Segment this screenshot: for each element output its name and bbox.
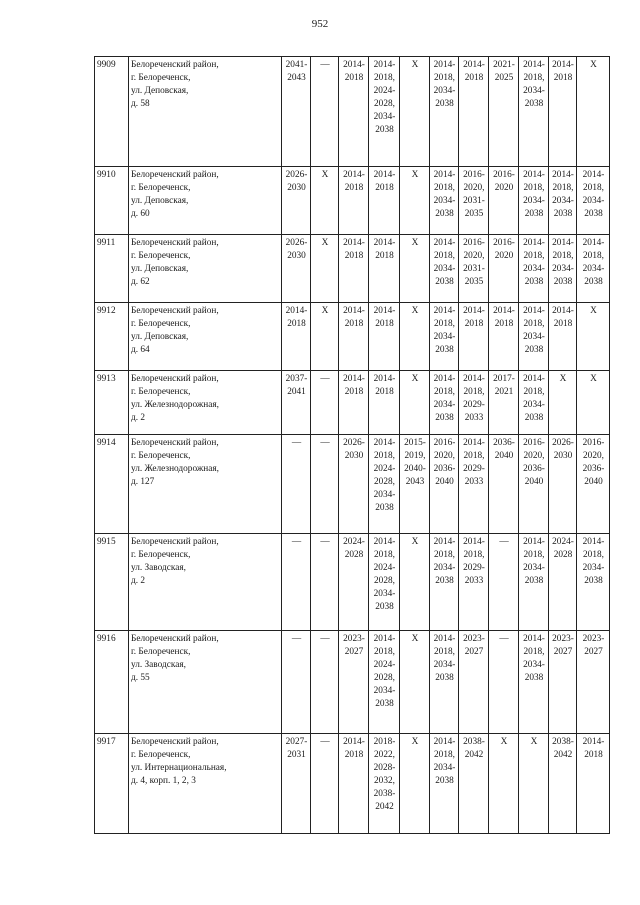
table-row <box>95 57 610 167</box>
schedule-cell: — <box>311 435 339 534</box>
schedule-cell: 2014- 2018, 2034- 2038 <box>519 371 549 435</box>
schedule-cell: 2014- 2018 <box>577 734 610 834</box>
schedule-cell: 2014- 2018, 2034- 2038 <box>519 57 549 167</box>
schedule-cell: 2036- 2040 <box>489 435 519 534</box>
schedule-cell: X <box>577 303 610 371</box>
row-number-cell: 9910 <box>95 167 129 235</box>
schedule-cell: 2014- 2018 <box>339 235 369 303</box>
address-cell: Белореченский район, г. Белореченск, ул. Заводская, д. 2 <box>129 534 282 631</box>
schedule-cell: X <box>400 235 430 303</box>
schedule-cell: 2014- 2018 <box>369 371 400 435</box>
schedule-cell: 2023- 2027 <box>459 631 489 734</box>
schedule-cell: 2014- 2018, 2034- 2038 <box>430 235 459 303</box>
schedule-cell: — <box>282 631 311 734</box>
schedule-cell: 2014- 2018 <box>282 303 311 371</box>
schedule-cell: — <box>311 534 339 631</box>
schedule-cell: 2014- 2018, 2034- 2038 <box>577 167 610 235</box>
page-number: 952 <box>311 18 329 30</box>
schedule-cell: 2014- 2018 <box>459 57 489 167</box>
schedule-cell: — <box>489 631 519 734</box>
schedule-cell: 2014- 2018, 2034- 2038 <box>577 235 610 303</box>
schedule-cell: 2014- 2018, 2034- 2038 <box>549 167 577 235</box>
schedule-cell: X <box>577 57 610 167</box>
row-number-cell: 9916 <box>95 631 129 734</box>
schedule-cell: 2014- 2018 <box>339 167 369 235</box>
schedule-cell: 2014- 2018, 2034- 2038 <box>430 371 459 435</box>
table-row <box>95 371 610 435</box>
schedule-cell: 2016- 2020, 2031- 2035 <box>459 167 489 235</box>
table-row <box>95 303 610 371</box>
address-cell: Белореченский район, г. Белореченск, ул. Интернациональная, д. 4, корп. 1, 2, 3 <box>129 734 282 834</box>
schedule-cell: 2014- 2018 <box>339 734 369 834</box>
schedule-cell: 2014- 2018, 2034- 2038 <box>549 235 577 303</box>
schedule-cell: — <box>489 534 519 631</box>
schedule-cell: 2014- 2018, 2034- 2038 <box>430 734 459 834</box>
schedule-cell: 2014- 2018, 2034- 2038 <box>577 534 610 631</box>
schedule-cell: 2024- 2028 <box>549 534 577 631</box>
schedule-cell: 2014- 2018 <box>339 303 369 371</box>
table-row <box>95 631 610 734</box>
schedule-cell: 2014- 2018, 2034- 2038 <box>430 631 459 734</box>
schedule-cell: 2041- 2043 <box>282 57 311 167</box>
schedule-cell: 2026- 2030 <box>282 167 311 235</box>
schedule-cell: 2014- 2018, 2034- 2038 <box>519 534 549 631</box>
schedule-cell: X <box>400 371 430 435</box>
schedule-cell: 2014- 2018, 2034- 2038 <box>430 534 459 631</box>
housing-repair-schedule-table <box>94 56 610 834</box>
schedule-cell: X <box>311 303 339 371</box>
row-number-cell: 9917 <box>95 734 129 834</box>
address-cell: Белореченский район, г. Белореченск, ул. Деповская, д. 64 <box>129 303 282 371</box>
schedule-cell: 2014- 2018, 2024- 2028, 2034- 2038 <box>369 534 400 631</box>
row-number-cell: 9911 <box>95 235 129 303</box>
schedule-cell: X <box>400 303 430 371</box>
schedule-cell: 2018- 2022, 2028- 2032, 2038- 2042 <box>369 734 400 834</box>
schedule-cell: 2014- 2018 <box>369 235 400 303</box>
address-cell: Белореченский район, г. Белореченск, ул. Железнодорожная, д. 127 <box>129 435 282 534</box>
schedule-cell: 2024- 2028 <box>339 534 369 631</box>
address-cell: Белореченский район, г. Белореченск, ул. Железнодорожная, д. 2 <box>129 371 282 435</box>
table-row <box>95 534 610 631</box>
schedule-cell: X <box>400 167 430 235</box>
schedule-cell: 2016- 2020, 2036- 2040 <box>519 435 549 534</box>
schedule-cell: 2014- 2018 <box>339 57 369 167</box>
schedule-cell: X <box>489 734 519 834</box>
schedule-cell: 2014- 2018, 2029- 2033 <box>459 435 489 534</box>
schedule-cell: X <box>400 534 430 631</box>
schedule-cell: 2014- 2018 <box>549 303 577 371</box>
schedule-cell: 2038- 2042 <box>549 734 577 834</box>
schedule-cell: — <box>311 734 339 834</box>
schedule-cell: 2037- 2041 <box>282 371 311 435</box>
schedule-cell: 2016- 2020 <box>489 167 519 235</box>
schedule-cell: 2027- 2031 <box>282 734 311 834</box>
schedule-cell: 2014- 2018, 2024- 2028, 2034- 2038 <box>369 57 400 167</box>
table-row <box>95 734 610 834</box>
table-row <box>95 167 610 235</box>
schedule-cell: X <box>311 167 339 235</box>
schedule-cell: X <box>577 371 610 435</box>
schedule-cell: X <box>400 631 430 734</box>
schedule-cell: 2014- 2018 <box>489 303 519 371</box>
address-cell: Белореченский район, г. Белореченск, ул. Заводская, д. 55 <box>129 631 282 734</box>
schedule-cell: 2014- 2018, 2029- 2033 <box>459 371 489 435</box>
schedule-cell: 2014- 2018, 2034- 2038 <box>519 631 549 734</box>
address-cell: Белореченский район, г. Белореченск, ул. Деповская, д. 60 <box>129 167 282 235</box>
schedule-cell: — <box>282 435 311 534</box>
schedule-cell: 2014- 2018, 2034- 2038 <box>519 303 549 371</box>
schedule-cell: 2014- 2018, 2034- 2038 <box>430 57 459 167</box>
schedule-cell: — <box>311 631 339 734</box>
row-number-cell: 9912 <box>95 303 129 371</box>
schedule-cell: 2038- 2042 <box>459 734 489 834</box>
schedule-cell: 2014- 2018, 2024- 2028, 2034- 2038 <box>369 435 400 534</box>
schedule-cell: — <box>311 371 339 435</box>
schedule-cell: 2014- 2018 <box>369 303 400 371</box>
schedule-cell: 2016- 2020, 2036- 2040 <box>430 435 459 534</box>
schedule-cell: 2016- 2020, 2031- 2035 <box>459 235 489 303</box>
table-row <box>95 435 610 534</box>
row-number-cell: 9913 <box>95 371 129 435</box>
schedule-cell: 2016- 2020 <box>489 235 519 303</box>
schedule-cell: 2017- 2021 <box>489 371 519 435</box>
address-cell: Белореченский район, г. Белореченск, ул. Деповская, д. 62 <box>129 235 282 303</box>
row-number-cell: 9915 <box>95 534 129 631</box>
schedule-cell: 2014- 2018, 2029- 2033 <box>459 534 489 631</box>
schedule-cell: X <box>400 57 430 167</box>
row-number-cell: 9909 <box>95 57 129 167</box>
schedule-cell: 2023- 2027 <box>339 631 369 734</box>
schedule-cell: 2014- 2018, 2034- 2038 <box>430 303 459 371</box>
schedule-cell: 2021- 2025 <box>489 57 519 167</box>
schedule-cell: 2016- 2020, 2036- 2040 <box>577 435 610 534</box>
schedule-cell: 2023- 2027 <box>577 631 610 734</box>
schedule-cell: 2014- 2018, 2034- 2038 <box>430 167 459 235</box>
schedule-cell: 2023- 2027 <box>549 631 577 734</box>
schedule-cell: 2026- 2030 <box>282 235 311 303</box>
schedule-cell: — <box>311 57 339 167</box>
schedule-cell: 2014- 2018, 2034- 2038 <box>519 167 549 235</box>
schedule-cell: — <box>282 534 311 631</box>
schedule-cell: 2026- 2030 <box>339 435 369 534</box>
table-body <box>95 57 610 834</box>
row-number-cell: 9914 <box>95 435 129 534</box>
schedule-cell: 2026- 2030 <box>549 435 577 534</box>
schedule-cell: 2014- 2018, 2024- 2028, 2034- 2038 <box>369 631 400 734</box>
schedule-cell: 2014- 2018, 2034- 2038 <box>519 235 549 303</box>
schedule-cell: 2015- 2019, 2040- 2043 <box>400 435 430 534</box>
schedule-cell: 2014- 2018 <box>369 167 400 235</box>
schedule-cell: X <box>311 235 339 303</box>
schedule-cell: 2014- 2018 <box>459 303 489 371</box>
address-cell: Белореченский район, г. Белореченск, ул. Деповская, д. 58 <box>129 57 282 167</box>
schedule-cell: 2014- 2018 <box>549 57 577 167</box>
schedule-cell: 2014- 2018 <box>339 371 369 435</box>
table-row <box>95 235 610 303</box>
schedule-cell: X <box>519 734 549 834</box>
schedule-cell: X <box>400 734 430 834</box>
schedule-cell: X <box>549 371 577 435</box>
